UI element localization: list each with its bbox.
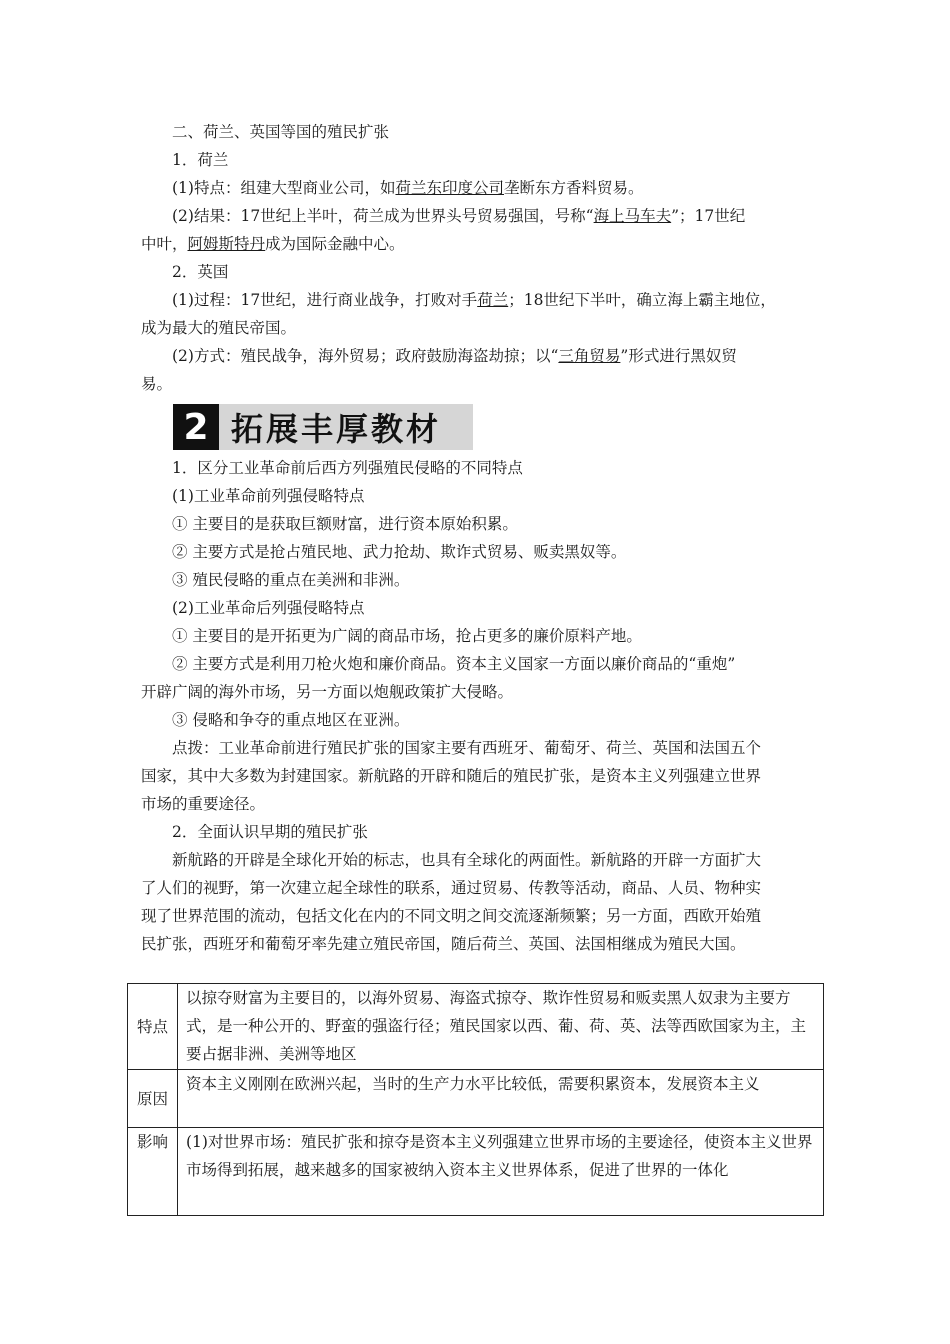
row-content: (1)对世界市场：殖民扩张和掠夺是资本主义列强建立世界市场的主要途径，使资本主义世界市场得到拓展，越来越多的国家被纳入资本主义世界体系，促进了世界的一体化: [178, 1128, 824, 1216]
britain-process: (1)过程：17世纪，进行商业战争，打败对手荷兰；18世纪下半叶，确立海上霸主地位，: [172, 291, 776, 309]
pre-point-2: ② 主要方式是抢占殖民地、武力抢劫、欺诈式贸易、贩卖黑奴等。: [172, 543, 627, 561]
item2-line-1: 新航路的开辟是全球化开始的标志，也具有全球化的两面性。新航路的开辟一方面扩大: [172, 851, 762, 869]
underlined-term: 三角贸易: [558, 347, 621, 365]
britain-method: (2)方式：殖民战争，海外贸易；政府鼓励海盗劫掠；以“三角贸易”形式进行黑奴贸: [172, 347, 737, 365]
tip-line-2: 国家，其中大多数为封建国家。新航路的开辟和随后的殖民扩张，是资本主义列强建立世界: [141, 767, 762, 785]
row-content: 资本主义刚刚在欧洲兴起，当时的生产力水平比较低，需要积累资本，发展资本主义: [178, 1070, 824, 1128]
underlined-term: 荷兰: [477, 291, 509, 309]
netherlands-title: 1．荷兰: [172, 151, 229, 169]
row-header: 特点: [128, 984, 178, 1070]
summary-table: [127, 983, 824, 1216]
item1-title: 1．区分工业革命前后西方列强殖民侵略的不同特点: [172, 459, 523, 477]
section-heading: 二、荷兰、英国等国的殖民扩张: [172, 123, 390, 141]
pre-point-3: ③ 殖民侵略的重点在美洲和非洲。: [172, 571, 410, 589]
section-number: 2: [173, 404, 219, 450]
row-content: 以掠夺财富为主要目的，以海外贸易、海盗式掠夺、欺诈性贸易和贩卖黑人奴隶为主要方式，是一种公开的、野蛮的强盗行径；殖民国家以西、葡、荷、英、法等西欧国家为主，主要占据非洲、美洲等地区: [178, 984, 824, 1070]
tip-line-3: 市场的重要途径。: [141, 795, 266, 813]
post-point-3: ③ 侵略和争夺的重点地区在亚洲。: [172, 711, 410, 729]
table-row: [128, 1070, 824, 1128]
section-banner: [173, 404, 473, 450]
post-point-1: ① 主要目的是开拓更为广阔的商品市场，抢占更多的廉价原料产地。: [172, 627, 642, 645]
item2-line-3: 现了世界范围的流动，包括文化在内的不同文明之间交流逐渐频繁；另一方面，西欧开始殖: [141, 907, 762, 925]
post-point-2: ② 主要方式是利用刀枪火炮和廉价商品。资本主义国家一方面以廉价商品的“重炮”: [172, 655, 736, 673]
row-header: 影响: [128, 1128, 178, 1216]
britain-method-cont: 易。: [141, 375, 173, 393]
netherlands-result-cont: 中叶，阿姆斯特丹成为国际金融中心。: [141, 235, 405, 253]
table-row: [128, 984, 824, 1070]
row-header: 原因: [128, 1070, 178, 1128]
netherlands-feature: (1)特点：组建大型商业公司，如荷兰东印度公司垄断东方香料贸易。: [172, 179, 644, 197]
post-point-2-cont: 开辟广阔的海外市场，另一方面以炮舰政策扩大侵略。: [141, 683, 514, 701]
table-row: [128, 1128, 824, 1216]
netherlands-result: (2)结果：17世纪上半叶，荷兰成为世界头号贸易强国，号称“海上马车夫”；17世纪: [172, 207, 746, 225]
underlined-term: 海上马车夫: [593, 207, 672, 225]
underlined-term: 阿姆斯特丹: [187, 235, 266, 253]
item2-title: 2．全面认识早期的殖民扩张: [172, 823, 368, 841]
pre-point-1: ① 主要目的是获取巨额财富，进行资本原始积累。: [172, 515, 518, 533]
britain-process-cont: 成为最大的殖民帝国。: [141, 319, 297, 337]
item2-line-4: 民扩张，西班牙和葡萄牙率先建立殖民帝国，随后荷兰、英国、法国相继成为殖民大国。: [141, 935, 746, 953]
britain-title: 2．英国: [172, 263, 229, 281]
section-banner-title: 拓展丰厚教材: [231, 410, 442, 448]
item2-line-2: 了人们的视野，第一次建立起全球性的联系，通过贸易、传教等活动，商品、人员、物种实: [141, 879, 762, 897]
tip-line-1: 点拨：工业革命前进行殖民扩张的国家主要有西班牙、葡萄牙、荷兰、英国和法国五个: [172, 739, 762, 757]
pre-industrial-title: (1)工业革命前列强侵略特点: [172, 487, 365, 505]
post-industrial-title: (2)工业革命后列强侵略特点: [172, 599, 365, 617]
underlined-term: 荷兰东印度公司: [395, 179, 504, 197]
